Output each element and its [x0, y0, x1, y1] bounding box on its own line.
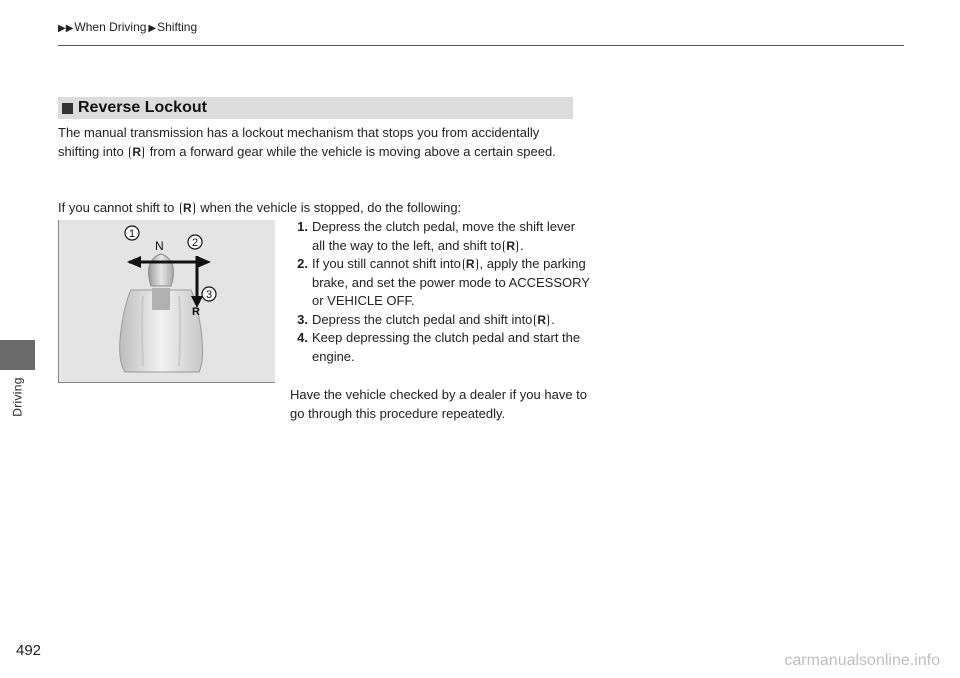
- section-title: Reverse Lockout: [78, 99, 207, 116]
- step-item: 2. If you still cannot shift into R , apply the parking brake, and set the power mode to ACCESSORY or VEHICLE OFF.: [297, 256, 590, 308]
- watermark: carmanualsonline.info: [784, 652, 940, 669]
- reverse-gear-key: R: [463, 258, 478, 271]
- step-item: 3. Depress the clutch pedal and shift into R .: [297, 311, 555, 327]
- svg-text:1: 1: [128, 228, 136, 240]
- reverse-gear-key: R: [503, 240, 518, 253]
- page-number: 492: [16, 642, 42, 659]
- shift-lever-diagram: [59, 220, 275, 382]
- closing-paragraph: Have the vehicle checked by a dealer if you have to go through this procedure repeatedly.: [290, 387, 588, 421]
- shift-lever-illustration: [58, 220, 275, 383]
- neutral-label: N: [155, 239, 164, 253]
- reverse-gear-key: R: [180, 202, 195, 215]
- breadcrumb: [58, 20, 197, 34]
- breadcrumb-item-when-driving[interactable]: When Driving: [74, 20, 147, 34]
- condition-paragraph: If you cannot shift to R when the vehicle is stopped, do the following:: [58, 200, 462, 215]
- reverse-label: R: [192, 306, 200, 318]
- section-heading: [58, 97, 573, 119]
- intro-paragraph: The manual transmission has a lockout mechanism that stops you from accidentally shifting into R from a forward gear while the vehicle is moving above a certain speed.: [58, 125, 556, 159]
- procedure-steps: [290, 218, 590, 366]
- reverse-gear-key: R: [534, 314, 549, 327]
- section-bullet-icon: [62, 103, 73, 114]
- svg-text:2: 2: [191, 237, 199, 249]
- reverse-gear-key: R: [129, 146, 144, 159]
- chapter-label: Driving: [10, 377, 25, 417]
- step-item: 4. Keep depressing the clutch pedal and start the engine.: [297, 330, 581, 364]
- step-item: 1. Depress the clutch pedal, move the shift lever all the way to the left, and shift to R .: [297, 219, 576, 253]
- svg-text:3: 3: [205, 289, 213, 301]
- breadcrumb-arrow-icon: ▶▶: [58, 23, 74, 34]
- breadcrumb-arrow-icon: ▶: [148, 23, 157, 34]
- header-rule: [58, 45, 904, 46]
- breadcrumb-item-shifting[interactable]: Shifting: [157, 20, 198, 34]
